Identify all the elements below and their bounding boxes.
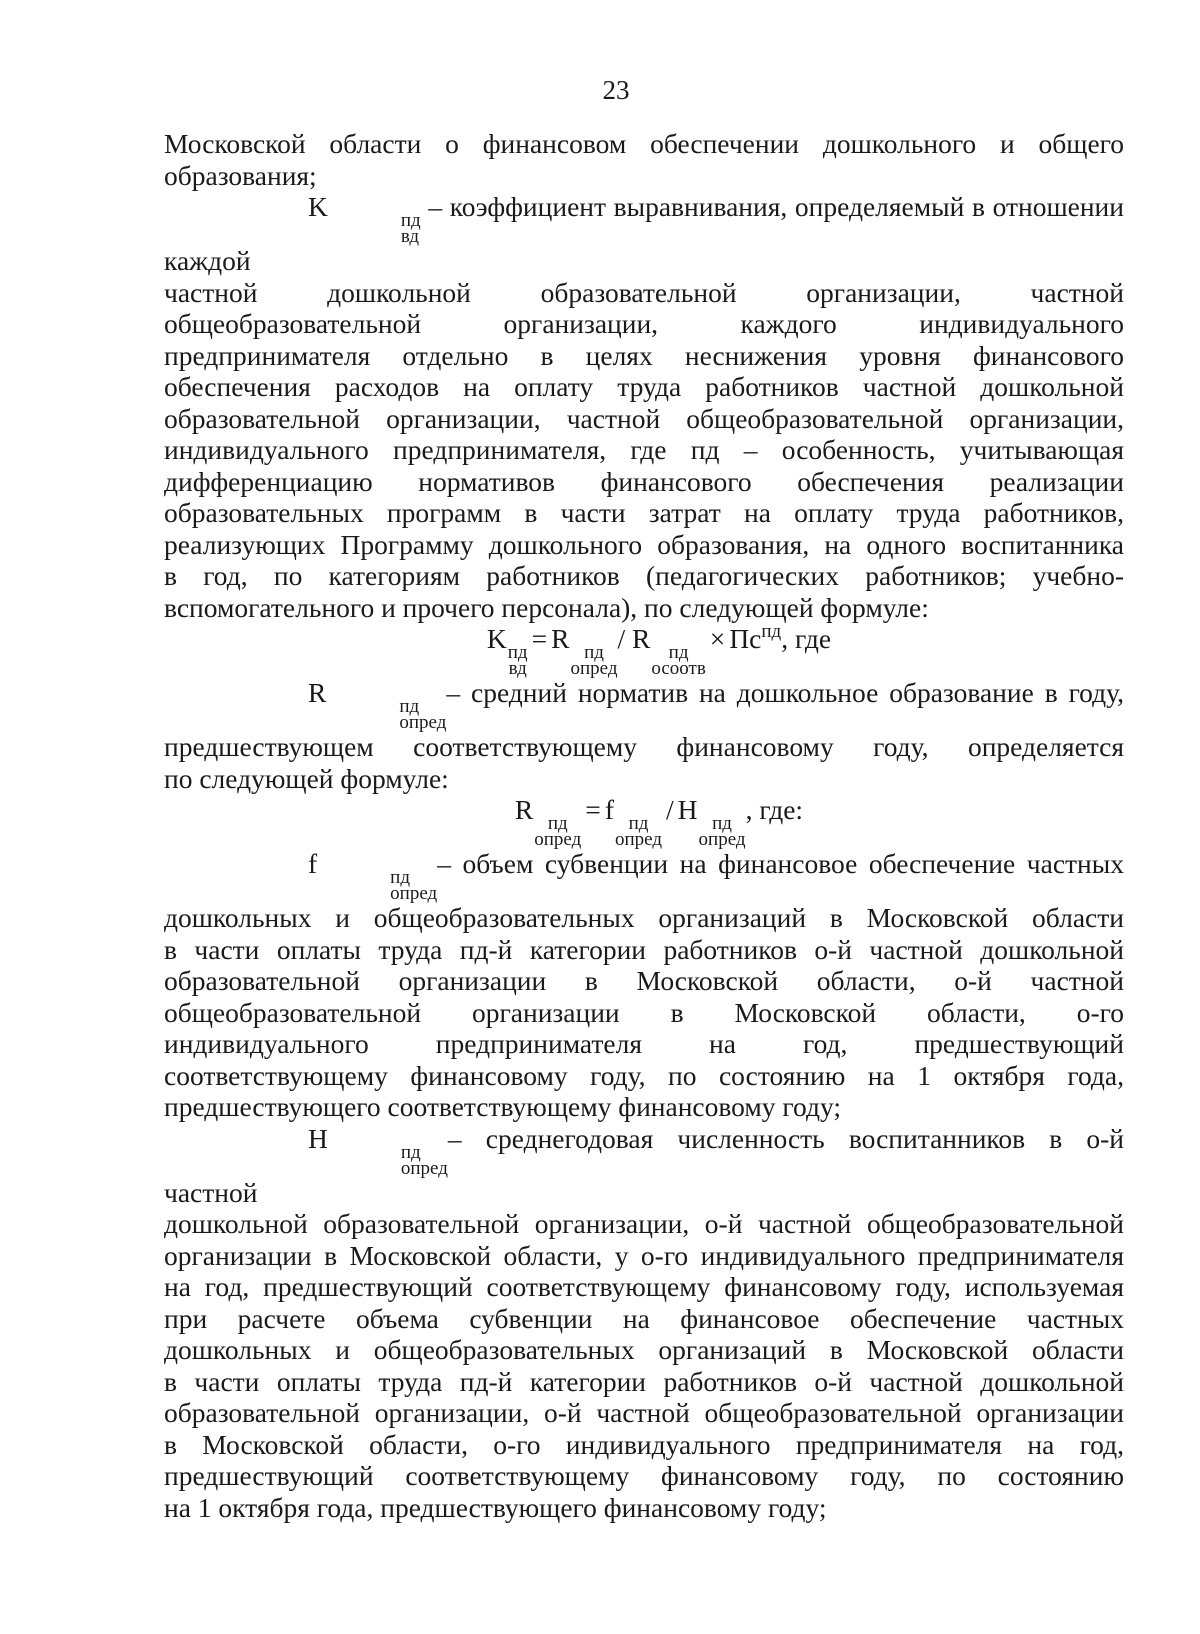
h-def-line-3: организации в Московской области, у о-го индивидуального предпринимателя [164, 1239, 1124, 1271]
r-def-line-2: предшествующем соответствующему финансовому году, определяется [164, 731, 1124, 762]
h-symbol: Н пд опред [308, 1122, 448, 1179]
intro-line-2: образования; [164, 159, 317, 191]
k-def-line-4: предпринимателя отдельно в целях неснижения уровня финансового [164, 339, 1124, 371]
h-def-line-8: образовательной организации, о-й частной общеобразовательной организации [164, 1397, 1124, 1428]
formula-r: R пд опред = f пд опред / Н пд опред , где: [514, 794, 804, 850]
h-def-line-1: Н пд опред – среднегодовая численность воспитанников в о-й частной [164, 1122, 1124, 1208]
f-def-line-3: в части оплаты труда пд-й категории работников о-й частной дошкольной [164, 933, 1124, 965]
f-def-line-4: образовательной организации в Московской области, о-й частной [164, 965, 1124, 996]
r-def-line-1: R пд опред – средний норматив на дошкольное образование в году, [164, 677, 1124, 731]
f-def-line-8: предшествующего соответствующему финансовому году; [164, 1091, 841, 1122]
f-def-line-6: индивидуального предпринимателя на год, предшествующий [164, 1028, 1124, 1059]
document-body [164, 128, 1124, 1523]
h-def-line-6: дошкольных и общеобразовательных организаций в Московской области [164, 1334, 1124, 1365]
k-def-line-12: вспомогательного и прочего персонала), по следующей формуле: [164, 591, 929, 623]
f-def-line-2: дошкольных и общеобразовательных организаций в Московской области [164, 902, 1124, 933]
h-def-line-4: на год, предшествующий соответствующему финансовому году, используемая [164, 1271, 1124, 1302]
k-def-line-6: образовательной организации, частной общеобразовательной организации, [164, 402, 1124, 434]
k-def-line-8: дифференциацию нормативов финансового обеспечения реализации [164, 465, 1124, 497]
k-symbol: K пд вд [308, 191, 421, 247]
h-def-line-5: при расчете объема субвенции на финансовое обеспечение частных [164, 1302, 1124, 1334]
formula-k: K пд вд = R пд опред / R пд осоотв × $Пс^{пд}$, где [486, 621, 832, 679]
f-def-line-1: f пд опред – объем субвенции на финансовое обеспечение частных [164, 848, 1124, 902]
r-def-line-3: по следующей формуле: [164, 762, 449, 794]
h-def-line-2: дошкольной образовательной организации, о-й частной общеобразовательной [164, 1208, 1124, 1239]
k-def-line-1: K пд вд – коэффициент выравнивания, определяемый в отношении каждой [164, 191, 1124, 276]
intro-line-1: Московской области о финансовом обеспечении дошкольного и общего [164, 128, 1124, 159]
h-def-line-10: предшествующий соответствующему финансовому году, по состоянию [164, 1460, 1124, 1491]
h-def-line-11: на 1 октября года, предшествующего финансовому году; [164, 1491, 827, 1523]
h-def-line-7: в части оплаты труда пд-й категории работников о-й частной дошкольной [164, 1365, 1124, 1397]
k-def-line-3: общеобразовательной организации, каждого индивидуального [164, 308, 1124, 339]
k-def-line-11: в год, по категориям работников (педагогических работников; учебно- [164, 560, 1124, 591]
k-def-line-5: обеспечения расходов на оплату труда работников частной дошкольной [164, 371, 1124, 402]
k-def-line-7: индивидуального предпринимателя, где пд – особенность, учитывающая [164, 434, 1124, 465]
k-def-line-2: частной дошкольной образовательной организации, частной [164, 276, 1124, 308]
f-def-line-7: соответствующему финансовому году, по состоянию на 1 октября года, [164, 1059, 1124, 1091]
k-def-line-10: реализующих Программу дошкольного образования, на одного воспитанника [164, 528, 1124, 560]
r-symbol: R пд опред [308, 677, 447, 733]
f-symbol: f пд опред [308, 848, 438, 904]
f-def-line-5: общеобразовательной организации в Московской области, о-го [164, 996, 1124, 1028]
k-def-line-9: образовательных программ в части затрат на оплату труда работников, [164, 497, 1124, 528]
h-def-line-9: в Московской области, о-го индивидуального предпринимателя на год, [164, 1428, 1124, 1460]
page-number: 23 [602, 75, 630, 105]
